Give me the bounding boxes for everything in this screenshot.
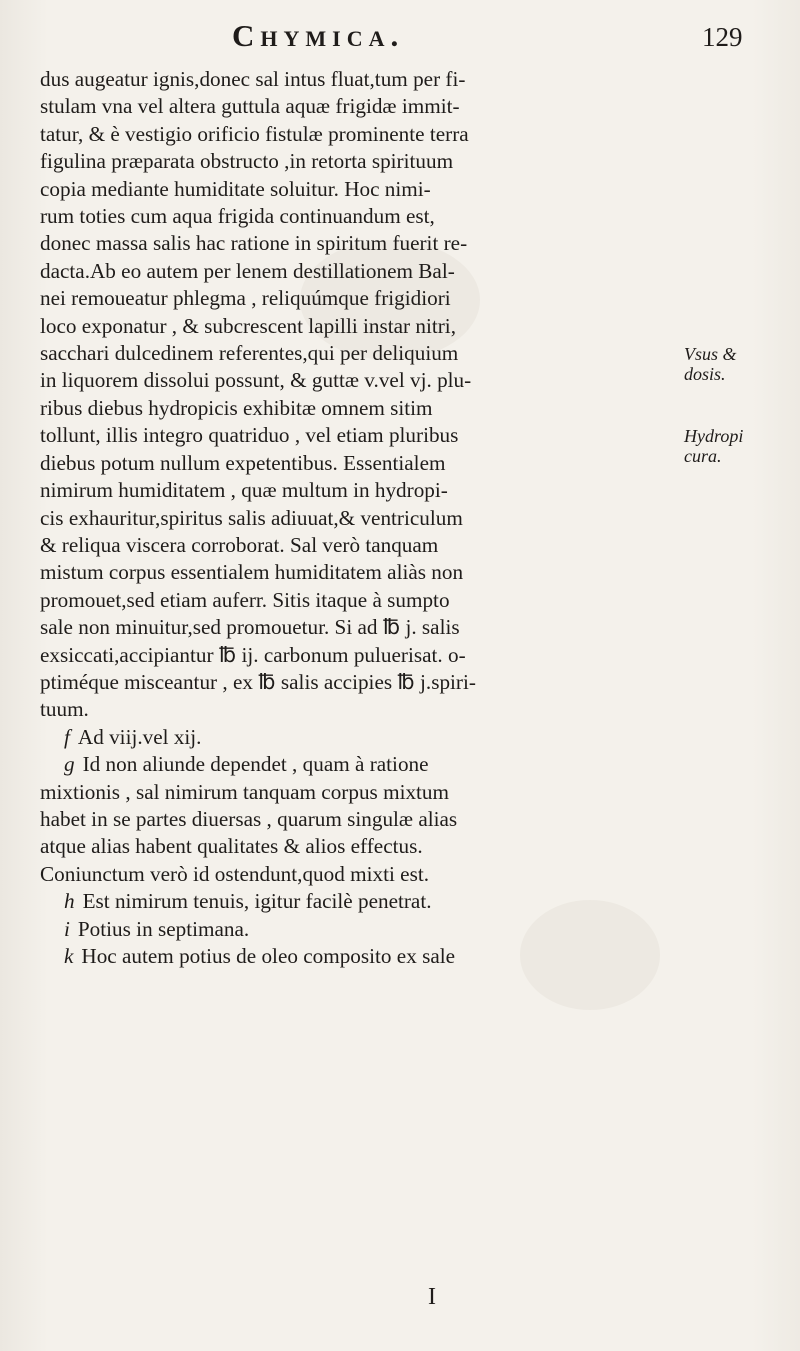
note-line — [40, 833, 668, 860]
text-line: diebus potum nullum expetentibus. Essentialem — [40, 450, 446, 475]
note-mark: h — [64, 889, 75, 914]
text-line: dus augeatur ignis,donec sal intus fluat,tum per fi- — [40, 67, 466, 91]
note-line — [40, 724, 668, 751]
text-line: nei remoueatur phlegma , reliquúmque frigidiori — [40, 286, 451, 311]
body-text — [40, 66, 668, 970]
text-line: figulina præparata obstructo ,in retorta spirituum — [40, 149, 454, 174]
note-text: Est nimirum tenuis, igitur facilè penetrat. — [82, 889, 432, 914]
note-mark: f — [64, 724, 70, 749]
text-line: in liquorem dissolui possunt, & guttæ v.vel vj. plu- — [40, 368, 472, 393]
text-line: nimirum humiditatem , quæ multum in hydropi- — [40, 478, 448, 503]
running-head: Chymica. — [232, 18, 405, 53]
margin-note-usus-dosis — [684, 344, 796, 384]
text-line: stulam vna vel altera guttula aquæ frigidæ immit- — [40, 94, 460, 119]
text-line: ptiméque misceantur , ex ℔ salis accipies ℔ j.spiri- — [40, 669, 476, 694]
text-line: & reliqua viscera corroborat. Sal verò tanquam — [40, 532, 439, 557]
text-line: tuum. — [40, 697, 89, 722]
note-line — [40, 751, 668, 778]
note-line — [40, 943, 668, 970]
note-text: habet in se partes diuersas , quarum singulæ alias — [40, 806, 458, 831]
text-line: sale non minuitur,sed promouetur. Si ad ℔ j. salis — [40, 615, 460, 640]
note-text: atque alias habent qualitates & alios effectus. — [40, 834, 423, 859]
text-line: mistum corpus essentialem humiditatem aliàs non — [40, 560, 464, 585]
note-mark: k — [64, 944, 74, 968]
text-line: promouet,sed etiam auferr. Sitis itaque à sumpto — [40, 587, 450, 612]
note-line — [40, 806, 668, 833]
text-line: exsiccati,accipiantur ℔ ij. carbonum puluerisat. o- — [40, 642, 466, 667]
signature-mark: I — [428, 1284, 436, 1310]
text-line: dacta.Ab eo autem per lenem destillationem Bal- — [40, 258, 455, 283]
text-line: tatur, & è vestigio orificio fistulæ prominente terra — [40, 121, 469, 146]
text-line: cis exhauritur,spiritus salis adiuuat,& ventriculum — [40, 505, 463, 530]
text-line: tollunt, illis integro quatriduo , vel etiam pluribus — [40, 423, 459, 448]
text-line: ribus diebus hydropicis exhibitæ omnem sitim — [40, 395, 433, 420]
note-text: Ad viij.vel xij. — [77, 724, 202, 749]
text-line: rum toties cum aqua frigida continuandum est, — [40, 204, 435, 229]
margin-note-line: Hydropi — [684, 426, 744, 446]
note-text: mixtionis , sal nimirum tanquam corpus mixtum — [40, 779, 450, 804]
note-line — [40, 779, 668, 806]
page-number: 129 — [702, 22, 743, 52]
margin-note-line: Vsus & — [684, 344, 737, 364]
note-line — [40, 888, 668, 915]
note-text: Potius in septimana. — [77, 916, 250, 941]
text-line: loco exponatur , & subcrescent lapilli instar nitri, — [40, 313, 456, 338]
note-mark: g — [64, 752, 75, 777]
margin-note-line: cura. — [684, 446, 722, 466]
margin-note-hydropis-cura — [684, 426, 796, 466]
note-mark: i — [64, 916, 70, 941]
text-line: sacchari dulcedinem referentes,qui per deliquium — [40, 341, 459, 366]
note-text: Coniunctum verò id ostendunt,quod mixti est. — [40, 861, 429, 886]
note-text: Hoc autem potius de oleo composito ex sale — [81, 944, 456, 968]
text-line: donec massa salis hac ratione in spiritum fuerit re- — [40, 231, 468, 256]
note-line — [40, 916, 668, 943]
note-line — [40, 861, 668, 888]
text-line: copia mediante humiditate soluitur. Hoc nimi- — [40, 176, 431, 201]
margin-note-line: dosis. — [684, 364, 726, 384]
note-text: Id non aliunde dependet , quam à ratione — [82, 752, 429, 777]
